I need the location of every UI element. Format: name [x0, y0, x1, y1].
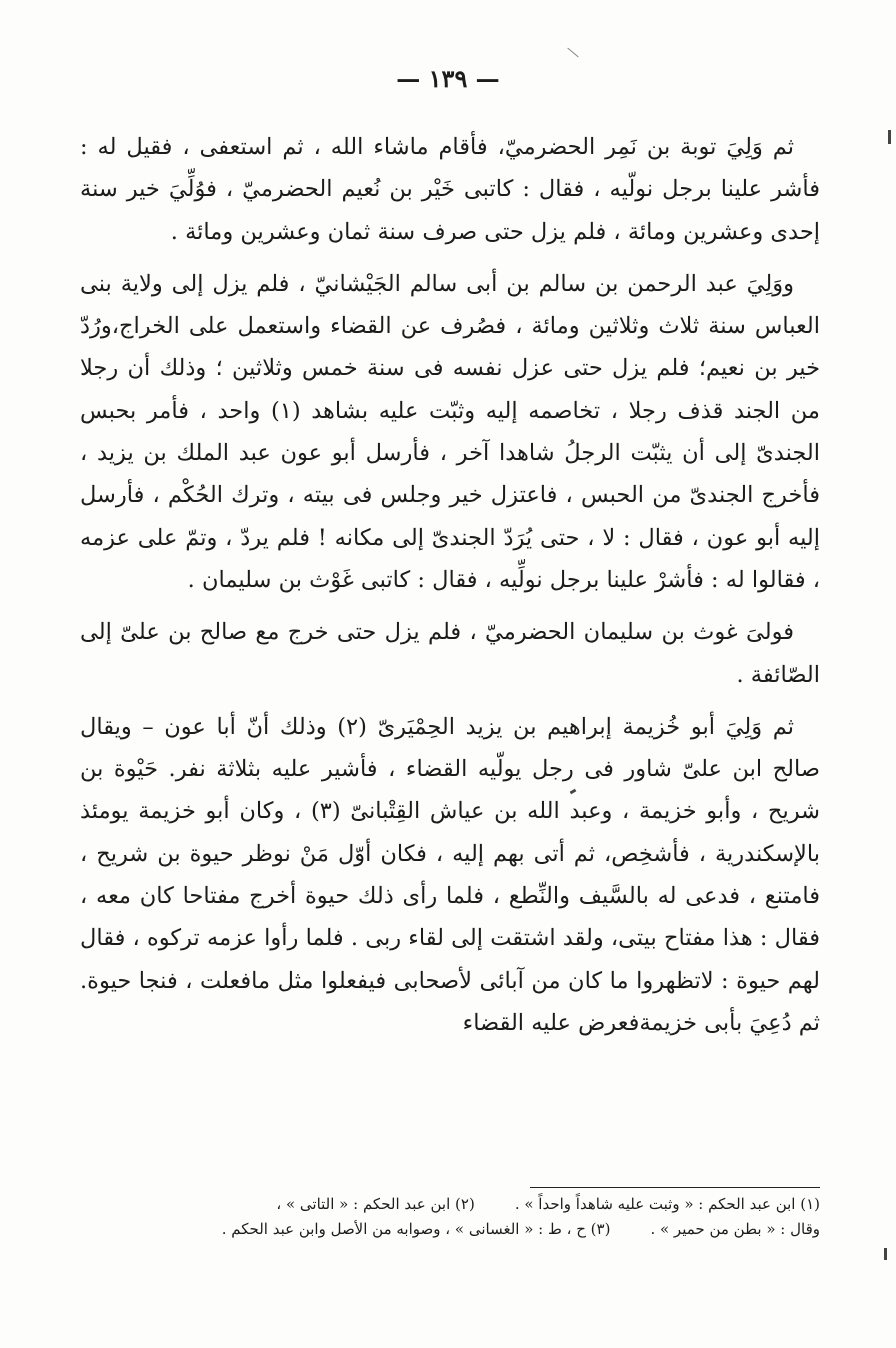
paragraph-tawba: ثم وَلِيَ توبة بن نَمِر الحضرميّ، فأقام ماشاء الله ، ثم استعفى ، فقيل له : فأشر علينا برجل نولّيه ، فقال : كاتبى خَيْر بن نُعيم الحضرميّ ، فوُلِّيَ خير سنة إحدى وعشرين ومائة ، فلم يزل حتى صرف سنة ثمان وعشرين ومائة .: [80, 134, 820, 245]
footnote-line: [80, 1217, 820, 1242]
footnote-2: (٢) ابن عبد الحكم : « التاتى » ،: [276, 1195, 475, 1213]
paragraph-abd-al-rahman: ووَلِيَ عبد الرحمن بن سالم بن أبى سالم الجَيْشانيّ ، فلم يزل إلى ولاية بنى العباس سنة ثلاث وثلاثين ومائة ، فصُرف عن القضاء واستعمل على الخراج،ورُدّ خير بن نعيم؛ فلم يزل حتى عزل نفسه فى سنة خمس وثلاثين ؛ وذلك أن رجلا من الجند قذف رجلا ، تخاصمه إليه وثبّت عليه بشاهد (١) واحد ، فأمر بحبس الجندىّ إلى أن يثبّت الرجلُ شاهدا آخر ، فأرسل أبو عون عبد الملك بن يزيد ، فأخرج الجندىّ من الحبس ، فاعتزل خير وجلس فى بيته ، وترك الحُكْم ، فأرسل إليه أبو عون ، فقال : لا ، حتى يُرَدّ الجندىّ إلى مكانه ! فلم يردّ ، وتمّ على عزمه ، فقالوا له : فأشرْ علينا برجل نولِّيه ، فقال : كاتبى غَوْث بن سليمان .: [80, 270, 820, 593]
paragraph-ghawth: فولىَ غوث بن سليمان الحضرميّ ، فلم يزل حتى خرج مع صالح بن علىّ إلى الصّائفة .: [80, 619, 820, 688]
paragraph-abu-khuzayma: ثم وَلِيَ أبو خُزيمة إبراهيم بن يزيد الحِمْيَرىّ (٢) وذلك أنّ أبا عون – ويقال صالح ابن علىّ شاور فى رجل يولّيه القضاء ، فأشير عليه بثلاثة نفر. حَيْوة بن شريح ، وأبو خزيمة ، وعبد الله بن عياش القِتْبانىّ (٣) ، وكان أبو خزيمة يومئذ بالإسكندرية ، فأشخِص، ثم أتى بهم إليه ، فكان أوّل مَنْ نوظر حيوة بن شريح ، فامتنع ، فدعى له بالسَّيف والنِّطع ، فلما رأى ذلك حيوة أخرج مفتاحا كان معه ، فقال : هذا مفتاح بيتى، ولقد اشتقت إلى لقاء ربى . فلما رأوا عزمه تركوه ، فقال لهم حيوة : لاتظهروا ما كان من آبائى لأصحابى فيفعلوا مثل مافعلت ، فنجا حيوة. ثم دُعِيَ بأبى خزيمةفعرض عليه القضاء: [80, 713, 820, 1036]
page-number: — ١٣٩ —: [396, 64, 500, 93]
scan-speck: [884, 1248, 887, 1260]
footnote-1: (١) ابن عبد الحكم : « وثبت عليه شاهداً واحداً » .: [514, 1195, 820, 1213]
footnote-divider: [530, 1187, 820, 1188]
footnote-line: [80, 1192, 820, 1217]
scan-speck: [888, 130, 891, 144]
main-text: [80, 126, 820, 1054]
footnote-3: (٣) ح ، ط : « الغسانى » ، وصوابه من الأصل وابن عبد الحكم .: [221, 1220, 611, 1238]
scan-speck: [567, 48, 578, 58]
footnote-2-continued: وقال : « بطن من حمير » .: [650, 1220, 820, 1238]
footnotes: [80, 1192, 820, 1242]
